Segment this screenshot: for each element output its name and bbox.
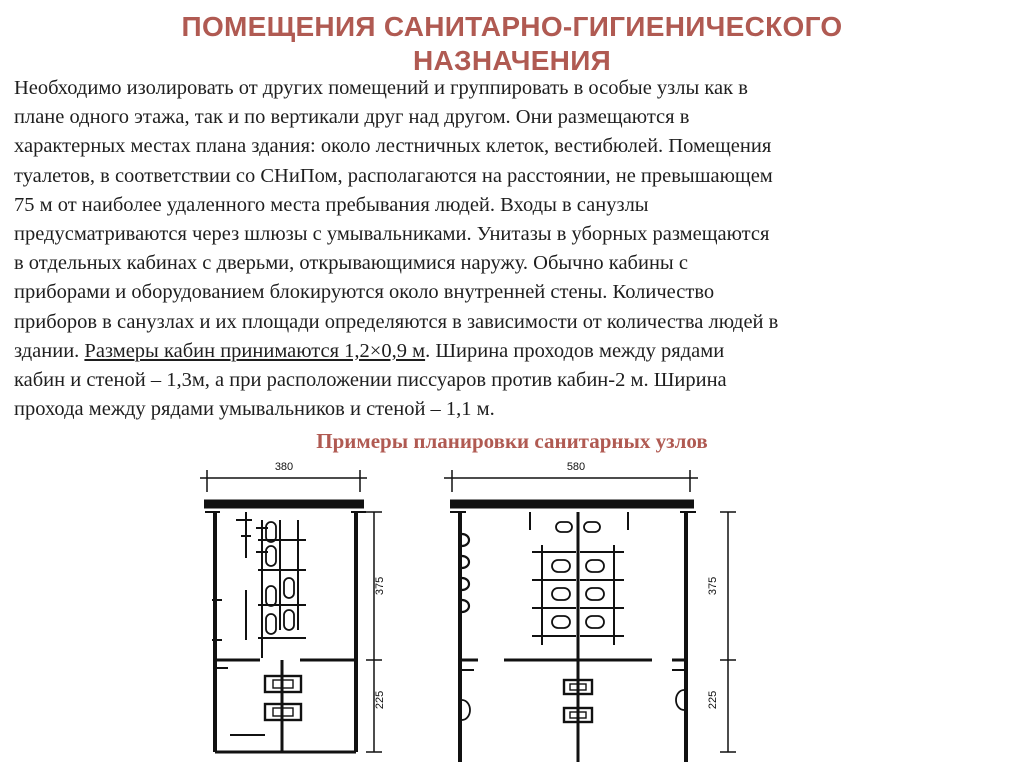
body-line: в отдельных кабинах с дверьми, открывающимися наружу. Обычно кабины с bbox=[14, 252, 688, 275]
body-line bbox=[14, 337, 1010, 366]
plan-right-width-dim: 580 bbox=[566, 461, 586, 473]
body-text-segment: . Ширина проходов между рядами bbox=[425, 339, 725, 362]
slide-title-line2: НАЗНАЧЕНИЯ bbox=[412, 45, 612, 76]
cabin-size-text: Размеры кабин принимаются 1,2×0,9 м bbox=[84, 339, 426, 362]
plan-right-lower-dim: 225 bbox=[707, 690, 719, 710]
body-line: кабин и стеной – 1,3м, а при расположении писсуаров против кабин-2 м. Ширина bbox=[14, 369, 727, 392]
plan-left-upper-dim: 375 bbox=[374, 576, 386, 596]
plan-left bbox=[200, 461, 386, 752]
body-line: характерных местах плана здания: около лестничных клеток, вестибюлей. Помещения bbox=[14, 135, 772, 158]
plan-left-lower-dim: 225 bbox=[374, 690, 386, 710]
body-line: Необходимо изолировать от других помещений и группировать в особые узлы как в bbox=[14, 77, 748, 99]
body-line: 75 м от наиболее удаленного места пребывания людей. Входы в санузлы bbox=[14, 193, 649, 216]
sanitary-plans-drawing bbox=[0, 452, 1024, 767]
body-line: прохода между рядами умывальников и стеной – 1,1 м. bbox=[14, 398, 495, 421]
body-line: приборов в санузлах и их площади определяются в зависимости от количества людей в bbox=[14, 310, 779, 333]
body-text bbox=[14, 74, 1010, 424]
body-line: приборами и оборудованием блокируются около внутренней стены. Количество bbox=[14, 281, 715, 304]
body-text-segment: здании. bbox=[14, 339, 85, 362]
plans-subtitle: Примеры планировки санитарных узлов bbox=[316, 429, 708, 453]
plan-right bbox=[444, 461, 736, 762]
plan-left-width-dim: 380 bbox=[274, 461, 294, 473]
plan-right-upper-dim: 375 bbox=[707, 576, 719, 596]
body-line: туалетов, в соответствии со СНиПом, располагаются на расстоянии, не превышающем bbox=[14, 164, 773, 187]
slide-title-line1: ПОМЕЩЕНИЯ САНИТАРНО-ГИГИЕНИЧЕСКОГО bbox=[181, 11, 843, 42]
body-line: плане одного этажа, так и по вертикали друг над другом. Они размещаются в bbox=[14, 106, 690, 129]
slide-title bbox=[0, 10, 1024, 78]
body-line: предусматриваются через шлюзы с умывальниками. Унитазы в уборных размещаются bbox=[14, 223, 770, 246]
